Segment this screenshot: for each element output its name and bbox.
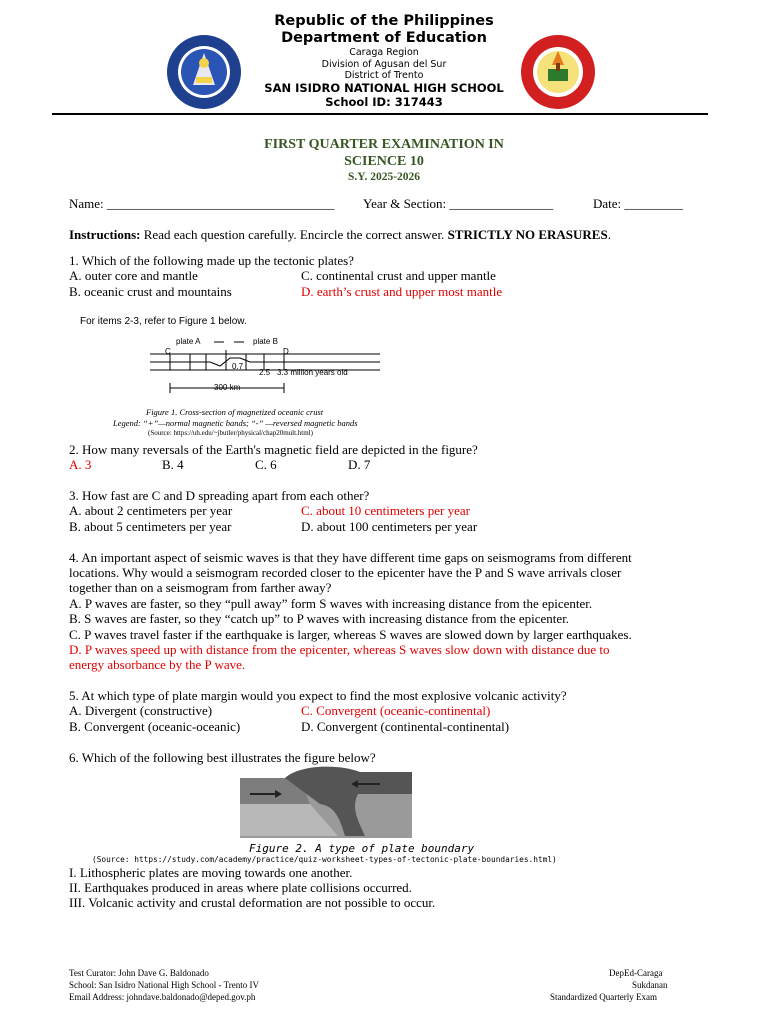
figure1-label-0-7: 0.7 xyxy=(232,362,244,371)
q4-option-d-line1[interactable]: D. P waves speed up with distance from the epicenter, whereas S waves slow down with distance due to xyxy=(69,642,610,657)
q3-option-d[interactable]: D. about 100 centimeters per year xyxy=(301,519,478,534)
figure1-label-3-3: 3.3 million years old xyxy=(277,368,348,377)
q3-option-c[interactable]: C. about 10 centimeters per year xyxy=(301,503,470,518)
instructions-end: . xyxy=(607,227,611,242)
footer-curator: Test Curator: John Dave G. Baldonado xyxy=(69,968,209,978)
header-school: SAN ISIDRO NATIONAL HIGH SCHOOL xyxy=(264,81,504,95)
exam-subject: SCIENCE 10 xyxy=(344,154,424,169)
q1-option-d[interactable]: D. earth’s crust and upper most mantle xyxy=(301,284,503,299)
footer-deped: DepEd-Caraga xyxy=(609,968,663,978)
figure1-plate-b: plate B xyxy=(253,337,278,346)
q5-option-c[interactable]: C. Convergent (oceanic-continental) xyxy=(301,703,491,718)
q2-option-b[interactable]: B. 4 xyxy=(162,457,184,472)
instructions-emphasis: STRICTLY NO ERASURES xyxy=(447,227,608,242)
q6-statement-iii: III. Volcanic activity and crustal deformation are not possible to occur. xyxy=(69,895,436,910)
q4-option-b[interactable]: B. S waves are faster, so they “catch up” to P waves with increasing distance from the epicenter. xyxy=(69,611,570,626)
q6-statement-i: I. Lithospheric plates are moving towards one another. xyxy=(69,865,353,880)
q4-question-line1: 4. An important aspect of seismic waves is that they have different time gaps on seismograms from different xyxy=(69,550,632,565)
q4-question-line2: locations. Why would a seismogram recorded closer to the epicenter have the P and S wave arrivals closer xyxy=(69,565,622,580)
figure1-label-d: D xyxy=(283,347,289,356)
q5-question: 5. At which type of plate margin would you expect to find the most explosive volcanic activity? xyxy=(69,688,567,703)
exam-title: FIRST QUARTER EXAMINATION IN xyxy=(264,137,504,152)
header-school-id: School ID: 317443 xyxy=(325,95,443,109)
footer-sukdanan: Sukdanan xyxy=(632,980,668,990)
footer-school: School: San Isidro National High School - Trento IV xyxy=(69,980,259,990)
figure1-distance: 300 km xyxy=(214,383,241,392)
q4-option-a[interactable]: A. P waves are faster, so they “pull away” form S waves with increasing distance from the epicenter. xyxy=(69,596,593,611)
q5-option-b[interactable]: B. Convergent (oceanic-oceanic) xyxy=(69,719,241,734)
q3-option-b[interactable]: B. about 5 centimeters per year xyxy=(69,519,232,534)
q5-option-a[interactable]: A. Divergent (constructive) xyxy=(69,703,213,718)
q2-question: 2. How many reversals of the Earth's magnetic field are depicted in the figure? xyxy=(69,442,478,457)
date-field[interactable]: Date: _________ xyxy=(593,196,683,211)
school-year: S.Y. 2025-2026 xyxy=(347,171,421,183)
instructions-text: Read each question carefully. Encircle the correct answer. xyxy=(140,227,448,242)
figure1-plate-a: plate A xyxy=(176,337,201,346)
instructions xyxy=(69,227,611,242)
figure1-intro: For items 2-3, refer to Figure 1 below. xyxy=(80,316,247,327)
header-department: Department of Education xyxy=(281,30,487,46)
q2-option-d[interactable]: D. 7 xyxy=(348,457,371,472)
figure1-legend: Legend: “+”—normal magnetic bands; “-” —reversed magnetic bands xyxy=(113,418,358,428)
q1-option-b[interactable]: B. oceanic crust and mountains xyxy=(69,284,232,299)
header-district: District of Trento xyxy=(344,70,424,81)
year-section-field[interactable]: Year & Section: ________________ xyxy=(363,196,554,211)
q1-option-a[interactable]: A. outer core and mantle xyxy=(69,268,198,283)
figure1-label-c: C xyxy=(165,347,171,356)
name-field[interactable]: Name: ___________________________________ xyxy=(69,196,335,211)
figure1-source: (Source: https://uh.edu/~jbutler/physical/chap20mult.html) xyxy=(148,429,313,437)
q6-statement-ii: II. Earthquakes produced in areas where plate collisions occurred. xyxy=(69,880,412,895)
q1-option-c[interactable]: C. continental crust and upper mantle xyxy=(301,268,496,283)
figure2-diagram xyxy=(240,764,412,838)
q4-option-d-line2[interactable]: energy absorbance by the P wave. xyxy=(69,657,246,672)
header-region: Caraga Region xyxy=(349,47,419,58)
q2-option-c[interactable]: C. 6 xyxy=(255,457,277,472)
q6-question: 6. Which of the following best illustrates the figure below? xyxy=(69,750,376,765)
q2-option-a[interactable]: A. 3 xyxy=(69,457,92,472)
header-division: Division of Agusan del Sur xyxy=(321,59,447,70)
figure2-caption: Figure 2. A type of plate boundary xyxy=(249,842,475,855)
q3-question: 3. How fast are C and D spreading apart from each other? xyxy=(69,488,370,503)
figure1-label-2-5: 2.5 xyxy=(259,368,271,377)
figure2-source: (Source: https://study.com/academy/practice/quiz-worksheet-types-of-tectonic-plate-boundaries.html) xyxy=(92,855,557,864)
q5-option-d[interactable]: D. Convergent (continental-continental) xyxy=(301,719,510,734)
instructions-label: Instructions: xyxy=(69,227,141,242)
footer-standardized: Standardized Quarterly Exam xyxy=(550,992,657,1002)
header-republic: Republic of the Philippines xyxy=(274,13,494,29)
q4-option-c[interactable]: C. P waves travel faster if the earthquake is larger, whereas S waves are slowed down by larger earthquakes. xyxy=(69,627,632,642)
q1-question: 1. Which of the following made up the tectonic plates? xyxy=(69,253,354,268)
q3-option-a[interactable]: A. about 2 centimeters per year xyxy=(69,503,233,518)
footer-email: Email Address: johndave.baldonado@deped.gov.ph xyxy=(69,992,256,1002)
header-divider xyxy=(52,113,708,115)
figure1-caption: Figure 1. Cross-section of magnetized oceanic crust xyxy=(146,407,324,417)
q4-question-line3: together than on a seismogram from farther away? xyxy=(69,580,332,595)
